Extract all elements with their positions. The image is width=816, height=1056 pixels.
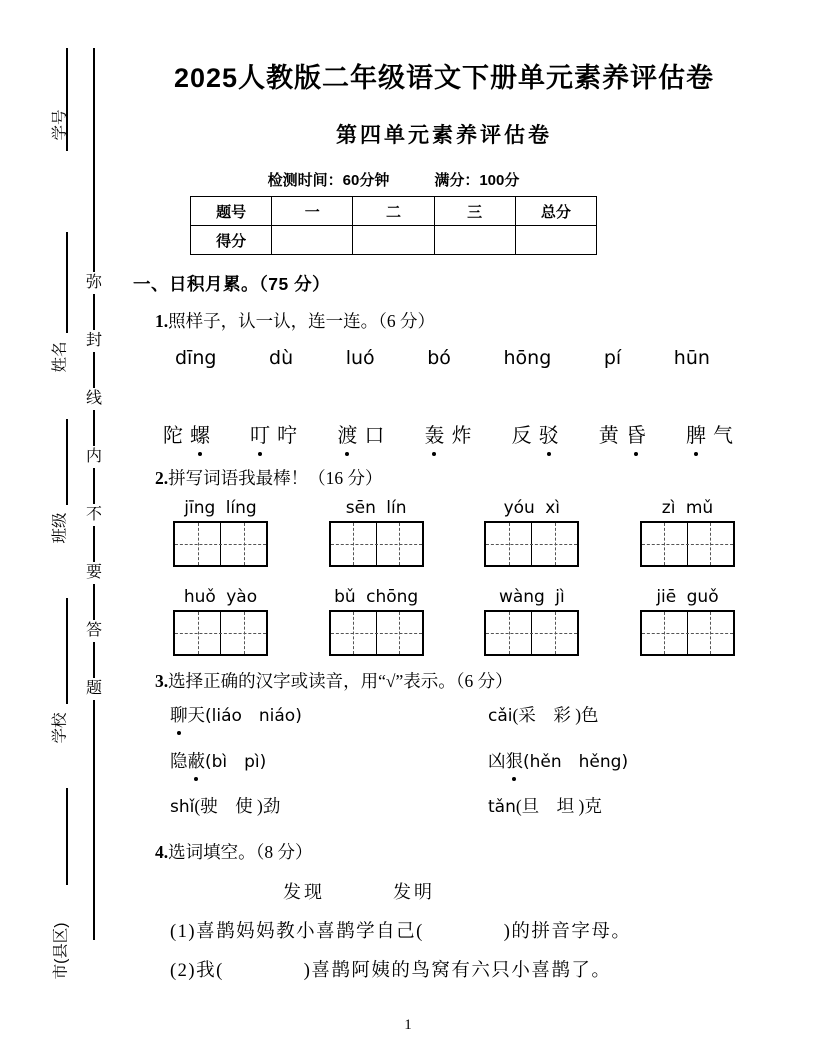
writing-grid-group (173, 587, 268, 656)
score-table-empty-cell (272, 226, 353, 255)
score-table-cell: 题号 (191, 197, 272, 226)
grid-pinyin-label: jīng líng (184, 498, 257, 518)
seal-warning-char: 线 (85, 390, 102, 407)
q3-item: tǎn(旦 坦 )克 (488, 796, 602, 817)
seal-field-name (38, 334, 80, 380)
seal-line-segment (93, 526, 95, 562)
writing-grid (173, 610, 268, 656)
question-number: 2. (155, 468, 169, 488)
score-table-empty-cell (515, 226, 596, 255)
exam-subtitle: 第四单元素养评估卷 (336, 124, 552, 147)
grid-pinyin-label: wàng jì (498, 587, 565, 607)
seal-warning-char: 封 (85, 332, 102, 349)
writing-grid (640, 610, 735, 656)
grid-pinyin-label: sēn lín (345, 498, 407, 518)
grid-cell (220, 523, 266, 565)
grid-pinyin-label: huǒ yào (183, 587, 258, 607)
district-write-line (66, 788, 68, 885)
grid-cell (175, 612, 220, 654)
q2-grid-row-1 (133, 498, 755, 567)
q3-items (133, 701, 755, 826)
writing-grid-group (640, 587, 735, 656)
q4-word-bank (133, 878, 755, 904)
seal-warning-line (84, 48, 104, 940)
q2-grid-row-2 (133, 587, 755, 656)
grid-pinyin-label: zì mǔ (661, 498, 714, 518)
seal-field-label: 学号 (51, 109, 69, 141)
writing-grid-group (329, 498, 424, 567)
pinyin-item: hūn (673, 347, 710, 369)
seal-line-segment (93, 294, 95, 330)
grid-cell (376, 612, 422, 654)
exam-title: 2025人教版二年级语文下册单元素养评估卷 (173, 63, 715, 93)
grid-cell (331, 523, 376, 565)
grid-cell (531, 612, 577, 654)
seal-field-district (38, 886, 80, 1016)
seal-warning-char: 题 (85, 680, 102, 697)
pinyin-item: luó (345, 347, 375, 369)
class-write-line (66, 419, 68, 505)
question-3-title: 3.选择正确的汉字或读音，用“√”表示。（6 分） (155, 671, 513, 691)
writing-grid-group (484, 587, 579, 656)
writing-grid-group (329, 587, 424, 656)
pinyin-item: dù (269, 347, 294, 369)
word-item: 陀 螺 (163, 419, 210, 453)
section-one-heading: 一、日积月累。（75 分） (133, 274, 331, 294)
writing-grid (173, 521, 268, 567)
exam-content (133, 44, 755, 982)
score-table-empty-cell (353, 226, 434, 255)
seal-line-segment (93, 700, 95, 940)
question-number: 3. (155, 671, 169, 691)
word-item: 反 驳 (512, 419, 559, 453)
writing-grid (484, 610, 579, 656)
q3-item: shǐ(驶 使 )劲 (170, 796, 281, 817)
score-table-cell: 一 (272, 197, 353, 226)
score-table (190, 196, 597, 255)
grid-cell (331, 612, 376, 654)
grid-cell (687, 523, 733, 565)
grid-cell (642, 612, 687, 654)
exam-time-label: 检测时间：60分钟 (267, 172, 390, 189)
q3-item: cǎi(采 彩 )色 (488, 705, 599, 726)
seal-warning-char: 答 (85, 622, 102, 639)
q4-sentence-1: (1)喜鹊妈妈教小喜鹊学自己( )的拼音字母。 (170, 922, 632, 942)
grid-cell (687, 612, 733, 654)
grid-pinyin-label: jiē guǒ (656, 587, 719, 607)
score-table-cell: 总分 (515, 197, 596, 226)
writing-grid (329, 521, 424, 567)
q3-item: 凶狠(hěn hěng) (488, 747, 628, 773)
score-table-cell: 三 (434, 197, 515, 226)
seal-field-school (38, 706, 80, 750)
grid-cell (486, 612, 531, 654)
q3-row (133, 747, 755, 780)
question-4-title: 4.选词填空。（8 分） (155, 842, 313, 862)
grid-cell (220, 612, 266, 654)
pinyin-item: dīng (175, 347, 217, 369)
question-number: 1. (155, 311, 169, 331)
writing-grid-group (484, 498, 579, 567)
q1-pinyin-row (133, 347, 755, 369)
seal-warning-char: 要 (85, 564, 102, 581)
word-item: 黄 昏 (599, 419, 646, 453)
seal-field-label: 姓名 (51, 341, 69, 373)
seal-line-segment (93, 468, 95, 504)
page-number: 1 (404, 1017, 412, 1033)
seal-field-class (38, 506, 80, 550)
score-table-cell: 得分 (191, 226, 272, 255)
full-score-label: 满分：100分 (434, 172, 520, 189)
seal-field-label: 市(县区) (52, 922, 70, 980)
writing-grid (640, 521, 735, 567)
word-bank-item: 发现 (283, 882, 325, 902)
score-table-header-row (191, 197, 597, 226)
seal-line-segment (93, 352, 95, 388)
seal-warning-char: 内 (85, 448, 102, 465)
question-1-title: 1.照样子，认一认，连一连。（6 分） (155, 311, 435, 331)
word-item: 脾 气 (686, 419, 733, 453)
pinyin-item: hōng (503, 347, 552, 369)
word-item: 叮 咛 (250, 419, 297, 453)
writing-grid (484, 521, 579, 567)
grid-pinyin-label: yóu xì (503, 498, 561, 518)
seal-line-segment (93, 584, 95, 620)
grid-cell (531, 523, 577, 565)
word-item: 渡 口 (337, 419, 384, 453)
q3-row (133, 793, 755, 826)
grid-cell (642, 523, 687, 565)
seal-field-label: 班级 (51, 512, 69, 544)
q3-item: 隐蔽(bì pì) (170, 747, 488, 773)
word-item: 轰 炸 (424, 419, 471, 453)
question-number: 4. (155, 842, 169, 862)
grid-pinyin-label: bǔ chōng (334, 587, 419, 607)
seal-warning-char: 弥 (85, 274, 102, 291)
score-table-empty-cell (434, 226, 515, 255)
q3-row (133, 701, 755, 734)
seal-margin (0, 0, 125, 1056)
seal-line-segment (93, 410, 95, 446)
score-table-cell: 二 (353, 197, 434, 226)
score-table-score-row (191, 226, 597, 255)
word-bank-item: 发明 (393, 882, 435, 902)
score-block (190, 169, 597, 255)
seal-field-label: 学校 (51, 712, 69, 744)
question-2-title: 2.拼写词语我最棒！（16 分） (155, 468, 383, 488)
seal-warning-char: 不 (85, 506, 102, 523)
pinyin-item: bó (427, 347, 451, 369)
writing-grid (329, 610, 424, 656)
seal-line-segment (93, 642, 95, 678)
pinyin-item: pí (603, 347, 622, 369)
exam-meta-row (190, 169, 597, 190)
grid-cell (175, 523, 220, 565)
seal-line-segment (93, 48, 95, 272)
q3-item: 聊天(liáo niáo) (170, 701, 488, 727)
writing-grid-group (173, 498, 268, 567)
q1-word-row (133, 419, 755, 453)
q4-sentence-2: (2)我( )喜鹊阿姨的鸟窝有六只小喜鹊了。 (170, 961, 612, 981)
grid-cell (486, 523, 531, 565)
seal-field-student-id (38, 104, 80, 146)
school-write-line (66, 598, 68, 704)
writing-grid-group (640, 498, 735, 567)
name-write-line (66, 232, 68, 333)
grid-cell (376, 523, 422, 565)
